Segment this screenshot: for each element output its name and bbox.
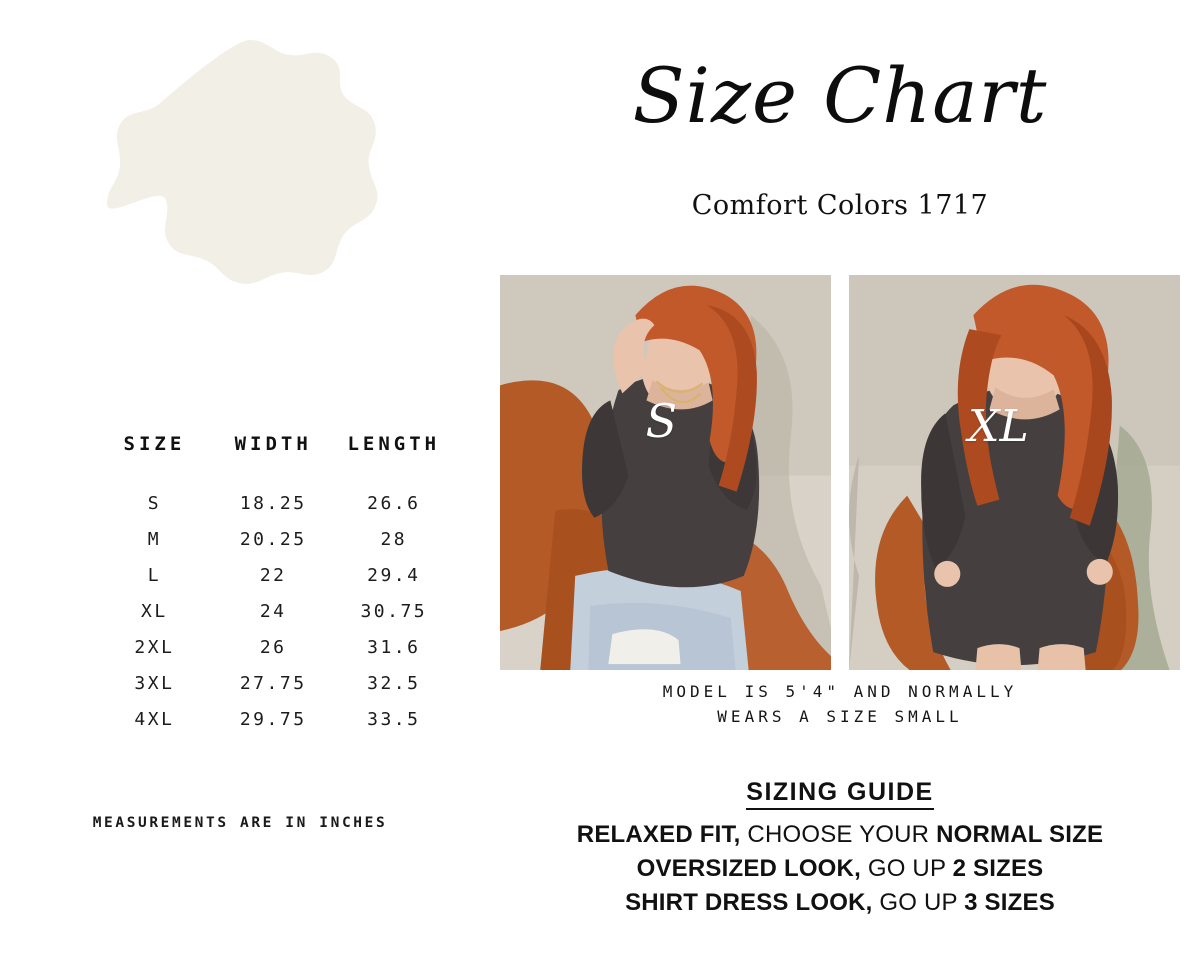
left-column — [0, 0, 480, 960]
fit-advice: NORMAL SIZE — [936, 821, 1104, 848]
cell-width: 24 — [259, 600, 287, 622]
fit-connector: CHOOSE YOUR — [740, 821, 937, 848]
table-row — [95, 665, 455, 701]
cell-width: 27.75 — [239, 672, 307, 694]
cell-width: 18.25 — [239, 492, 307, 514]
cell-size: L — [147, 564, 162, 586]
cell-size: 4XL — [134, 708, 175, 730]
table-row — [95, 593, 455, 629]
decorative-blob-shape — [105, 38, 395, 338]
cell-size: S — [147, 492, 162, 514]
cell-length: 33.5 — [367, 708, 421, 730]
cell-length: 26.6 — [367, 492, 421, 514]
cell-length: 28 — [380, 528, 408, 550]
cell-width: 20.25 — [239, 528, 307, 550]
table-row — [95, 629, 455, 665]
page-title: Size Chart — [632, 51, 1048, 140]
model-photo-small — [500, 275, 831, 670]
sizing-guide-line — [480, 852, 1200, 886]
cell-length: 30.75 — [360, 600, 428, 622]
fit-connector: GO UP — [860, 855, 953, 883]
sizing-guide-heading-text: SIZING GUIDE — [746, 778, 933, 810]
model-height-note — [480, 680, 1200, 730]
cell-length: 31.6 — [367, 636, 421, 658]
fit-name: OVERSIZED LOOK, — [636, 855, 861, 883]
sizing-guide-lines — [480, 818, 1200, 920]
cell-length: 29.4 — [367, 564, 421, 586]
cell-size: 2XL — [134, 636, 175, 658]
model-photo-gallery — [500, 275, 1180, 670]
fit-name: SHIRT DRESS LOOK, — [625, 889, 873, 917]
right-column — [480, 0, 1200, 960]
table-row — [95, 485, 455, 521]
fit-connector: GO UP — [872, 889, 965, 917]
size-measurements-table — [95, 432, 455, 737]
fit-name: RELAXED FIT, — [576, 821, 741, 848]
fit-advice: 3 SIZES — [964, 889, 1055, 917]
table-row — [95, 701, 455, 737]
cell-width: 29.75 — [239, 708, 307, 730]
column-header-length: LENGTH — [347, 433, 441, 455]
model-photo-xl — [849, 275, 1180, 670]
shirt-size-letter: S — [645, 393, 678, 448]
cell-size: XL — [141, 600, 168, 622]
cell-width: 22 — [259, 564, 287, 586]
cell-length: 32.5 — [367, 672, 421, 694]
product-subtitle: Comfort Colors 1717 — [691, 190, 989, 221]
model-note-line-1: MODEL IS 5'4" AND NORMALLY — [662, 682, 1018, 701]
sizing-guide-line — [480, 818, 1200, 852]
cell-size: M — [147, 528, 162, 550]
table-row — [95, 557, 455, 593]
model-note-line-2: WEARS A SIZE SMALL — [717, 706, 963, 726]
table-row — [95, 521, 455, 557]
measurements-unit-note: MEASUREMENTS ARE IN INCHES — [92, 815, 388, 831]
fit-advice: 2 SIZES — [952, 855, 1044, 883]
cell-size: 3XL — [134, 672, 175, 694]
sizing-guide-heading — [480, 778, 1200, 807]
sizing-guide-line — [480, 886, 1200, 920]
shirt-size-letter: XL — [968, 401, 1029, 453]
column-header-size: SIZE — [123, 433, 186, 455]
column-header-width: WIDTH — [234, 433, 312, 455]
cell-width: 26 — [259, 636, 287, 658]
table-header-row — [95, 432, 455, 485]
